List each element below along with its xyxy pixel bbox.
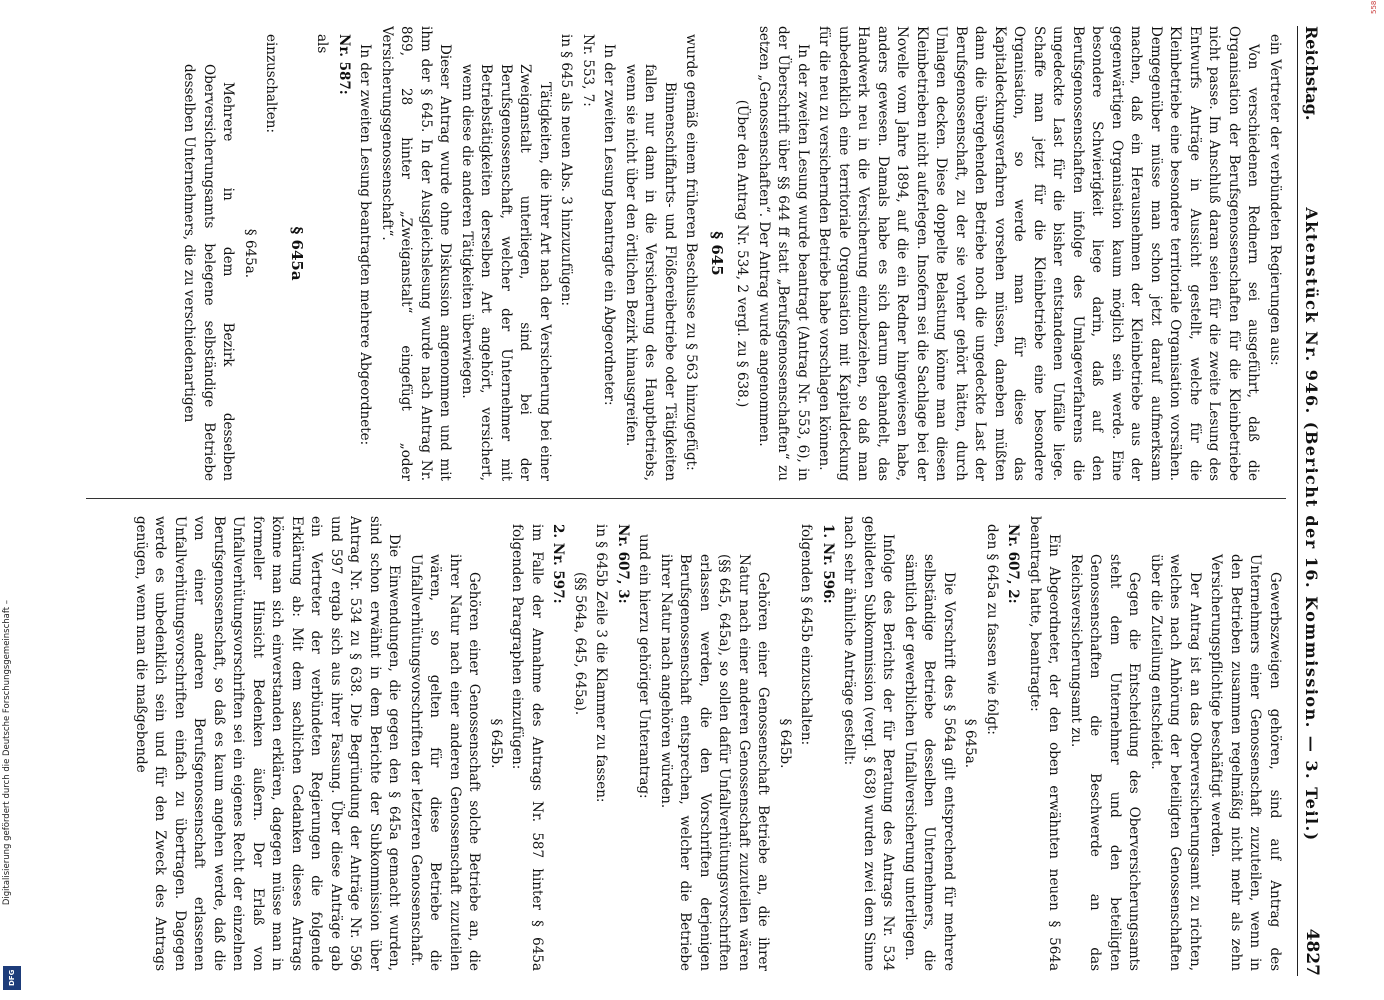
document-page-frame	[70, 16, 1330, 986]
section-heading: § 645	[708, 231, 726, 276]
quoted-text: Gehören einer Genossenschaft Betriebe an, die ihrer Natur nach einer anderen Genossenschaft zuzuteilen wären (§§ 645, 645a), so sollen dafür Unfallverhütungsvorschriften erlassen werden, die den Vorschriften derjenigen Berufsgenossenschaft entsprechen, welcher die Betriebe ihrer Natur nach angehören würden.	[658, 554, 772, 971]
paragraph: Infolge des Berichts der für Beratung des Antrags Nr. 534 gebildeten Subkommission (vergl. § 638) wurden zwei dem Sinne nach sehr ähnliche Anträge gestellt:	[841, 516, 897, 971]
quoted-text: Mehrere in dem Bezirk desselben Oberversicherungsamts belegene selbständige Betriebe desselben Unternehmers, die zu verschiedenartigen	[181, 64, 237, 481]
paragraph: Die Einwendungen, die gegen den § 645a gemacht wurden, sind schon erwähnt in dem Berichte der Subkommission über Antrag Nr. 534 zu § 638. Die Begründung der Anträge Nr. 596 und 597 ergab sich aus ihrer Fassung. Über diese Anträge gab ein Vertreter der verbündeten Regierungen die folgende Erklärung ab: Mit dem sachlichen Gedanken dieses Antrags könne man sich einverstanden erklären, dagegen müsse man in formeller Hinsicht Bedenken äußern. Der Erlaß von Unfallverhütungsvorschriften sei ein eigenes Recht der einzelnen Berufsgenossenschaft, so daß es kaum angehen werde, daß die von einer anderen Berufsgenossenschaft erlassenen Unfallverhütungsvorschriften einfach zu übertragen. Dagegen werde es unbedenklich sein und für den Zweck des Antrags genügen, wenn man die maßgebende	[133, 516, 403, 971]
section-label: § 645a.	[962, 718, 979, 769]
paragraph: In der zweiten Lesung beantragten mehrere Abgeordnete:	[357, 44, 374, 446]
motion-number: Nr. 587:	[336, 34, 352, 95]
motion-number: 1. Nr. 596:	[820, 524, 836, 604]
paragraph: in § 645b Zeile 3 die Klammer zu fassen:	[593, 524, 610, 803]
quoted-text: Der Antrag ist an das Oberversicherungsamt zu richten, welches nach Anhörung der beteiligten Genossenschaften über die Zuteilung entscheidet.	[1148, 554, 1203, 971]
paragraph: folgenden § 645b einzuschalten:	[798, 524, 815, 746]
paragraph: In der zweiten Lesung beantragte ein Abgeordneter:	[601, 44, 618, 406]
paragraph: In der zweiten Lesung wurde beantragt (Antrag Nr. 553, 6), in der Überschrift über §§ 644 ff statt „Berufsgenossenschaften“ zu setzen „Genossenschaften“. Der Antrag wurde angenommen.	[756, 26, 811, 481]
paragraph: Ein Abgeordneter, der den oben erwähnten neuen § 564a beantragt hatte, beantragte:	[1027, 516, 1063, 971]
paragraph: als	[314, 34, 331, 54]
left-column	[84, 26, 1284, 481]
quoted-text: Tätigkeiten, die ihrer Art nach der Versicherung bei einer Zweiganstalt unterliegen, sind bei der Berufsgenossenschaft, welcher der Unternehmer mit Betriebstätigkeiten derselben Art angehört, versichert, wenn diese die anderen Tätigkeiten überwiegen.	[459, 64, 553, 481]
right-column	[84, 516, 1284, 971]
quoted-text: Die Vorschrift des § 564a gilt entsprechend für mehrere selbständige Betriebe desselben Unternehmers, die sämtlich der gewerblichen Unfallversicherung unterliegen.	[902, 554, 957, 971]
paragraph: wurde gemäß einem früheren Beschlusse zu § 563 hinzugefügt:	[683, 34, 700, 471]
quoted-text: (§§ 564a, 645, 645a).	[572, 572, 588, 716]
column-divider	[86, 498, 1286, 499]
quoted-text: Gehören einer Genossenschaft solche Betriebe an, die ihrer Natur nach einer anderen Genossenschaft zuzuteilen wären, so gelten für diese Betriebe die Unfallverhütungsvorschriften der letzteren Genossenschaft.	[408, 554, 483, 971]
header-left: Reichstag.	[1301, 26, 1321, 121]
quoted-text: Gegen die Entscheidung des Oberversicherungsamts steht dem Unternehmer und den beteiligten Genossenschaften die Beschwerde an das Reichsversicherungsamt zu.	[1068, 554, 1143, 971]
paragraph: Von verschiedenen Rednern sei ausgeführt, daß die Organisation der Berufsgenossenschaften für die Kleinbetriebe nicht passe. Im Anschluß daran seien für die zweite Lesung des Entwurfs Anträge in Aussicht gestellt, welche für die Kleinbetriebe eine besondere territoriale Organisation vorsähen. Demgegenüber müsse man schon jetzt darauf aufmerksam machen, daß ein Herausnehmen der Kleinbetriebe aus der gegenwärtigen Organisation kaum möglich sein werde. Eine besondere Schwierigkeit liege darin, daß auf den Berufsgenossenschaften infolge des Umlageverfahrens die ungedeckte Last für die bisher entstandenen Unfälle liege. Schaffe man jetzt für die Kleinbetriebe eine besondere Organisation, so werde man für diese das Kapitaldeckungsverfahren vorsehen müssen, daneben müßten dann die übergehenden Betriebe noch die ungedeckte Last der Berufsgenossenschaft, zu der sie vorher gehört hätten, durch Umlagen decken. Diese doppelte Belastung könne man diesen Kleinbetrieben nicht auferlegen. Insofern sei die Sachlage bei der Novelle vom Jahre 1894, auf die ein Redner hingewiesen habe, anders gewesen. Damals habe es sich darum gehandelt, das Handwerk neu in die Versicherung einzubeziehen, so daß man unbedenklich eine territoriale Organisation mit Kapitaldeckung für die neu zu versichernden Betriebe habe vorschlagen können.	[816, 26, 1262, 481]
paragraph: Dieser Antrag wurde ohne Diskussion angenommen und mit ihm der § 645. In der Ausgleichslesung wurde nach Antrag Nr. 869, 28 hinter „Zweiganstalt“ eingefügt „oder Versicherungsgenossenschaft“.	[379, 26, 454, 481]
paragraph: (Über den Antrag Nr. 534, 2 vergl. zu § 638.)	[734, 99, 751, 408]
paragraph: einzuschalten:	[263, 34, 280, 134]
motion-number: 2. Nr. 597:	[550, 524, 567, 604]
paragraph: und ein hierzu gehöriger Unterantrag:	[636, 534, 653, 799]
digitization-credit: Digitalisierung gefördert durch die Deutsche Forschungsgemeinschaft –	[2, 600, 12, 906]
section-label: § 645b.	[777, 718, 793, 769]
scan-mark: 558	[1370, 0, 1378, 14]
header-title: Aktenstück Nr. 946. (Bericht der 16. Kommission. — 3. Teil.)	[1301, 207, 1321, 842]
paragraph: in § 645 als neuen Abs. 3 hinzuzufügen:	[558, 34, 575, 307]
page-number: 4827	[1301, 928, 1322, 976]
paragraph: den § 645a zu fassen wie folgt:	[984, 524, 1000, 735]
section-heading: § 645a	[288, 226, 306, 281]
section-label: § 645b.	[488, 718, 504, 769]
motion-number: Nr. 553, 7:	[580, 34, 596, 107]
paragraph: ein Vertreter der verbündeten Regierungen aus:	[1267, 34, 1283, 366]
motion-number: Nr. 607, 2:	[1005, 524, 1022, 604]
paragraph: im Falle der Annahme des Antrags Nr. 587 hinter § 645a folgenden Paragraphen einzufügen:	[509, 524, 545, 971]
section-label: § 645a.	[242, 228, 258, 279]
left-margin-strip	[0, 0, 26, 1000]
motion-number: Nr. 607, 3:	[615, 524, 631, 604]
running-header	[1297, 26, 1324, 976]
document-page	[70, 16, 1330, 986]
dfg-logo: DFG	[3, 966, 21, 990]
quoted-text: Binnenschiffahrts- und Flößereibetriebe oder Tätigkeiten fallen nur dann in die Versicherung des Hauptbetriebs, wenn sie nicht über den örtlichen Bezirk hinausgreifen.	[623, 64, 678, 481]
quoted-text: Gewerbszweigen gehören, sind auf Antrag des Unternehmers einer Genossenschaft zuzuteilen, wenn in den Betrieben zusammen regelmäßig nicht mehr als zehn Versicherungspflichtige beschäftigt werden.	[1208, 554, 1283, 971]
